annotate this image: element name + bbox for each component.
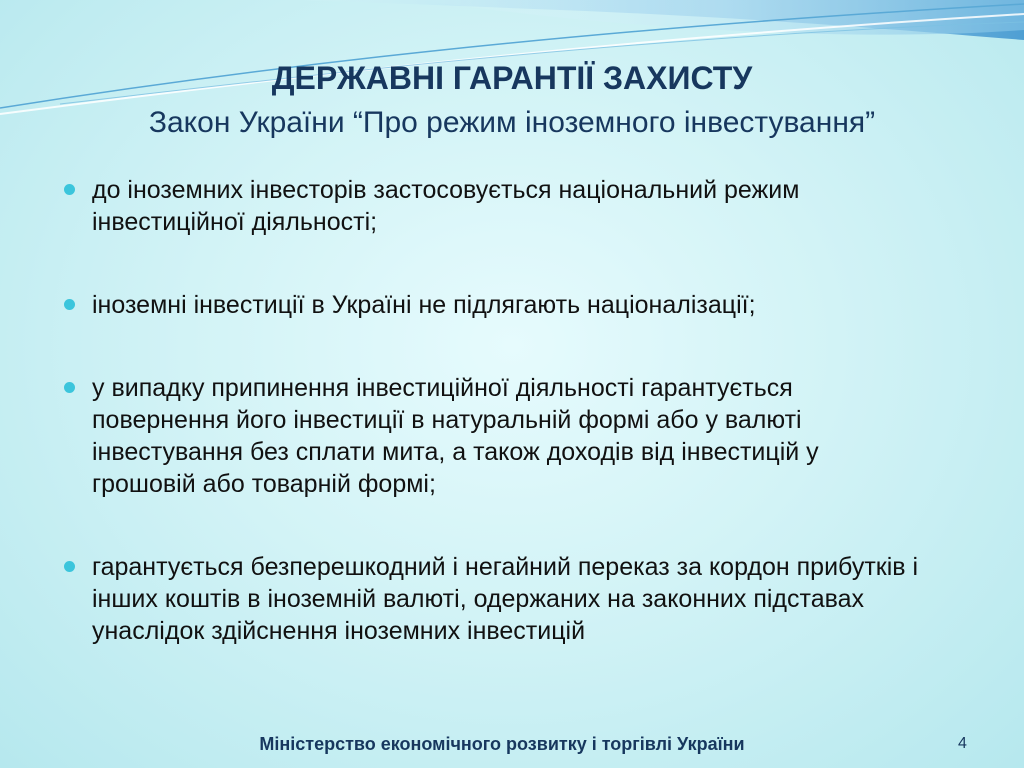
slide-footer: Міністерство економічного розвитку і торгівлі України <box>259 734 745 754</box>
bullet-item <box>62 289 922 321</box>
bullet-text: у випадку припинення інвестиційної діяльності гарантується повернення його інвестиції в натуральній формі або у валюті інвестування без сплати мита, а також доходів від інвестицій у грошовій або товарній формі; <box>92 374 819 498</box>
bullet-dot-icon <box>64 299 75 310</box>
bullet-text: іноземні інвестиції в Україні не підлягають націоналізації; <box>92 291 756 319</box>
wave-band <box>300 0 1024 40</box>
bullet-item <box>62 174 922 238</box>
slide-subtitle: Закон України “Про режим іноземного інвестування” <box>148 106 876 139</box>
wave-band-light <box>420 0 1024 35</box>
bullet-dot-icon <box>64 561 75 572</box>
bullet-text: до іноземних інвесторів застосовується національний режим інвестиційної діяльності; <box>92 176 800 236</box>
page-number: 4 <box>958 735 967 752</box>
bullet-text: гарантується безперешкодний і негайний переказ за кордон прибутків і інших коштів в іноземній валюті, одержаних на законних підставах унаслідок здійснення іноземних інвестицій <box>92 553 919 645</box>
bullet-item <box>62 551 922 647</box>
bullet-dot-icon <box>64 382 75 393</box>
bullet-item <box>62 372 922 500</box>
bullet-dot-icon <box>64 184 75 195</box>
bullet-list <box>62 174 922 647</box>
slide-title: ДЕРЖАВНІ ГАРАНТІЇ ЗАХИСТУ <box>271 60 753 96</box>
